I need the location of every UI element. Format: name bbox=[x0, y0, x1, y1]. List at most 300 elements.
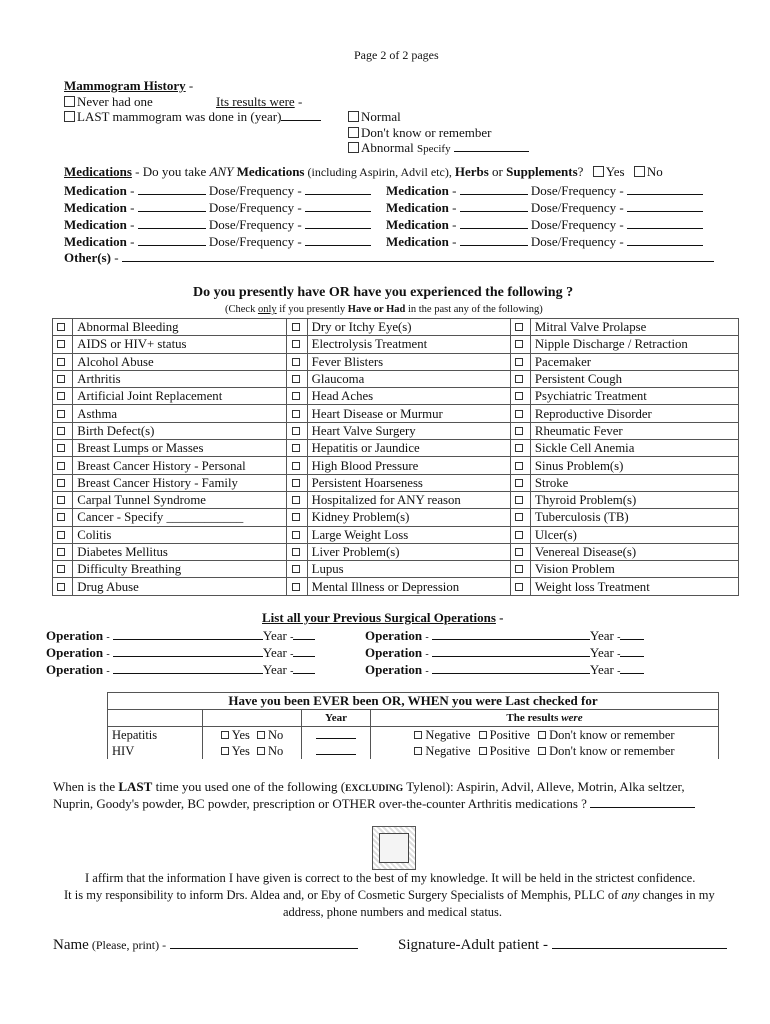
condition-checkbox-cell bbox=[287, 388, 307, 405]
year-field[interactable] bbox=[293, 628, 315, 640]
operation-label: Operation bbox=[365, 662, 423, 677]
condition-checkbox[interactable] bbox=[515, 392, 523, 400]
positive-label: Positive bbox=[489, 728, 530, 742]
medications-heading: Medications bbox=[64, 164, 132, 179]
condition-checkbox-cell bbox=[53, 474, 73, 491]
condition-checkbox[interactable] bbox=[515, 340, 523, 348]
condition-checkbox-cell bbox=[510, 353, 530, 370]
condition-checkbox[interactable] bbox=[57, 410, 65, 418]
operation-field[interactable] bbox=[113, 628, 263, 640]
medication-entry: Medication - Dose/Frequency - bbox=[64, 183, 371, 199]
condition-checkbox[interactable] bbox=[57, 496, 65, 504]
condition-checkbox[interactable] bbox=[292, 392, 300, 400]
condition-label: Pacemaker bbox=[530, 353, 738, 370]
condition-checkbox[interactable] bbox=[515, 548, 523, 556]
history-no-label: No bbox=[268, 728, 284, 742]
condition-checkbox[interactable] bbox=[292, 583, 300, 591]
name-field[interactable] bbox=[170, 937, 358, 949]
condition-checkbox[interactable] bbox=[57, 427, 65, 435]
negative-label: Negative bbox=[425, 728, 471, 742]
normal-label: Normal bbox=[361, 109, 401, 124]
never-had-checkbox[interactable] bbox=[64, 96, 75, 107]
condition-checkbox[interactable] bbox=[292, 513, 300, 521]
condition-checkbox-cell bbox=[510, 388, 530, 405]
clinic-logo-inner bbox=[379, 833, 409, 863]
last-used-line1 bbox=[53, 779, 685, 795]
condition-row bbox=[53, 543, 739, 560]
affirm-any: any bbox=[621, 888, 640, 902]
history-title: Have you been EVER been OR, WHEN you were Last checked for bbox=[108, 693, 719, 710]
history-row bbox=[108, 727, 719, 744]
medication-field[interactable] bbox=[138, 234, 206, 246]
condition-label: Large Weight Loss bbox=[307, 526, 510, 543]
positive-checkbox[interactable] bbox=[479, 731, 487, 739]
name-label: Name bbox=[53, 937, 89, 953]
medication-label: Medication bbox=[64, 217, 127, 232]
year-field[interactable] bbox=[293, 662, 315, 674]
condition-checkbox-cell bbox=[53, 543, 73, 560]
condition-label: Artificial Joint Replacement bbox=[73, 388, 287, 405]
dose-field[interactable] bbox=[305, 183, 371, 195]
condition-label: Abnormal Bleeding bbox=[73, 319, 287, 336]
condition-checkbox[interactable] bbox=[292, 444, 300, 452]
condition-checkbox[interactable] bbox=[515, 531, 523, 539]
condition-checkbox[interactable] bbox=[292, 323, 300, 331]
condition-checkbox-cell bbox=[287, 319, 307, 336]
condition-label: Reproductive Disorder bbox=[530, 405, 738, 422]
condition-label: Breast Cancer History - Personal bbox=[73, 457, 287, 474]
condition-label: Weight loss Treatment bbox=[530, 578, 738, 595]
affirm-line2 bbox=[64, 888, 715, 903]
others-field[interactable] bbox=[122, 250, 714, 262]
condition-checkbox[interactable] bbox=[292, 375, 300, 383]
operation-label: Operation bbox=[365, 645, 423, 660]
medications-no-checkbox[interactable] bbox=[634, 166, 645, 177]
history-no-checkbox[interactable] bbox=[257, 747, 265, 755]
condition-checkbox[interactable] bbox=[292, 358, 300, 366]
abnormal-specify-field[interactable] bbox=[454, 140, 529, 152]
operation-field[interactable] bbox=[432, 645, 590, 657]
condition-checkbox[interactable] bbox=[57, 531, 65, 539]
condition-checkbox-cell bbox=[287, 578, 307, 595]
condition-label: Rheumatic Fever bbox=[530, 422, 738, 439]
medications-yes-checkbox[interactable] bbox=[593, 166, 604, 177]
condition-row bbox=[53, 336, 739, 353]
operation-label: Operation bbox=[46, 645, 104, 660]
results-label: Its results were bbox=[216, 94, 295, 109]
dose-field[interactable] bbox=[627, 200, 703, 212]
condition-label: Birth Defect(s) bbox=[73, 422, 287, 439]
year-field[interactable] bbox=[620, 628, 644, 640]
operation-entry: Operation - Year - bbox=[46, 628, 315, 644]
condition-checkbox[interactable] bbox=[292, 410, 300, 418]
condition-checkbox[interactable] bbox=[292, 565, 300, 573]
conditions-have-had: Have or Had bbox=[347, 304, 406, 315]
condition-checkbox[interactable] bbox=[57, 479, 65, 487]
condition-label: Alcohol Abuse bbox=[73, 353, 287, 370]
condition-checkbox-cell bbox=[287, 370, 307, 387]
condition-label: Ulcer(s) bbox=[530, 526, 738, 543]
last-used-field[interactable] bbox=[590, 796, 695, 808]
history-no-label: No bbox=[268, 744, 284, 758]
condition-checkbox-cell bbox=[287, 474, 307, 491]
surgeries-title: List all your Previous Surgical Operations bbox=[262, 610, 496, 625]
conditions-table bbox=[52, 318, 739, 596]
condition-checkbox[interactable] bbox=[292, 479, 300, 487]
specify-label: Specify bbox=[416, 143, 451, 155]
positive-checkbox[interactable] bbox=[479, 747, 487, 755]
condition-label: Difficulty Breathing bbox=[73, 561, 287, 578]
dose-label: Dose/Frequency bbox=[530, 200, 617, 215]
condition-label: Breast Cancer History - Family bbox=[73, 474, 287, 491]
condition-checkbox-cell bbox=[287, 457, 307, 474]
last-used-p1: When is the bbox=[53, 779, 119, 794]
medication-field[interactable] bbox=[460, 234, 528, 246]
condition-checkbox-cell bbox=[510, 370, 530, 387]
clinic-logo bbox=[372, 826, 416, 870]
condition-checkbox-cell bbox=[53, 561, 73, 578]
condition-checkbox[interactable] bbox=[57, 583, 65, 591]
dose-label: Dose/Frequency bbox=[208, 200, 295, 215]
year-field[interactable] bbox=[620, 645, 644, 657]
year-label: Year bbox=[589, 662, 614, 677]
condition-checkbox[interactable] bbox=[515, 410, 523, 418]
dose-field[interactable] bbox=[627, 217, 703, 229]
medication-entry: Medication - Dose/Frequency - bbox=[64, 200, 371, 216]
condition-row bbox=[53, 440, 739, 457]
condition-label: Liver Problem(s) bbox=[307, 543, 510, 560]
condition-checkbox-cell bbox=[53, 457, 73, 474]
dose-label: Dose/Frequency bbox=[208, 234, 295, 249]
condition-label: Mental Illness or Depression bbox=[307, 578, 510, 595]
medication-label: Medication bbox=[64, 183, 127, 198]
history-blank-header bbox=[108, 710, 203, 727]
dose-label: Dose/Frequency bbox=[530, 183, 617, 198]
condition-label: Tuberculosis (TB) bbox=[530, 509, 738, 526]
condition-checkbox[interactable] bbox=[515, 583, 523, 591]
history-year-header: Year bbox=[302, 710, 371, 727]
condition-checkbox-cell bbox=[510, 509, 530, 526]
history-results-label: The results bbox=[506, 712, 562, 724]
others-label: Other(s) bbox=[64, 250, 111, 265]
condition-checkbox[interactable] bbox=[57, 565, 65, 573]
condition-label: Heart Valve Surgery bbox=[307, 422, 510, 439]
condition-label: Mitral Valve Prolapse bbox=[530, 319, 738, 336]
year-label: Year bbox=[262, 662, 287, 677]
herbs-label: Herbs bbox=[454, 164, 489, 179]
history-yesno bbox=[203, 727, 302, 744]
history-year bbox=[302, 727, 371, 744]
abnormal-row bbox=[348, 140, 529, 156]
checked-history-table bbox=[107, 692, 719, 759]
history-yesno bbox=[203, 743, 302, 759]
conditions-only: only bbox=[257, 304, 277, 315]
or-label: or bbox=[488, 164, 507, 179]
condition-checkbox[interactable] bbox=[57, 375, 65, 383]
condition-checkbox-cell bbox=[53, 422, 73, 439]
condition-checkbox-cell bbox=[287, 405, 307, 422]
abnormal-label: Abnormal bbox=[361, 140, 414, 155]
condition-label: High Blood Pressure bbox=[307, 457, 510, 474]
condition-checkbox[interactable] bbox=[515, 479, 523, 487]
condition-checkbox[interactable] bbox=[57, 444, 65, 452]
condition-label: Colitis bbox=[73, 526, 287, 543]
condition-row bbox=[53, 370, 739, 387]
condition-checkbox-cell bbox=[287, 543, 307, 560]
dont-know-row bbox=[348, 125, 492, 141]
condition-checkbox-cell bbox=[53, 526, 73, 543]
affirm-line1: I affirm that the information I have given is correct to the best of my knowledge. It will be held in the strictest confidence. bbox=[85, 871, 696, 885]
condition-checkbox[interactable] bbox=[515, 427, 523, 435]
condition-label: Sickle Cell Anemia bbox=[530, 440, 738, 457]
medication-entry: Medication - Dose/Frequency - bbox=[386, 234, 703, 250]
signature-row bbox=[398, 937, 727, 954]
condition-checkbox-cell bbox=[510, 422, 530, 439]
medication-field[interactable] bbox=[460, 183, 528, 195]
operation-field[interactable] bbox=[432, 628, 590, 640]
condition-label: Stroke bbox=[530, 474, 738, 491]
condition-checkbox-cell bbox=[53, 388, 73, 405]
condition-label: Arthritis bbox=[73, 370, 287, 387]
conditions-title: Do you presently have OR have you experienced the following ? bbox=[193, 285, 574, 300]
condition-checkbox[interactable] bbox=[57, 392, 65, 400]
condition-checkbox-cell bbox=[510, 319, 530, 336]
condition-checkbox-cell bbox=[53, 578, 73, 595]
condition-row bbox=[53, 353, 739, 370]
last-used-last: LAST bbox=[118, 779, 153, 794]
results-label-row: Its results were - bbox=[216, 94, 303, 109]
condition-label: Nipple Discharge / Retraction bbox=[530, 336, 738, 353]
year-field[interactable] bbox=[620, 662, 644, 674]
medications-question bbox=[64, 164, 663, 180]
history-results bbox=[371, 743, 719, 759]
medication-entry: Medication - Dose/Frequency - bbox=[386, 217, 703, 233]
condition-checkbox-cell bbox=[287, 491, 307, 508]
history-yes-checkbox[interactable] bbox=[221, 731, 229, 739]
condition-checkbox-cell bbox=[510, 336, 530, 353]
condition-checkbox-cell bbox=[287, 440, 307, 457]
condition-checkbox[interactable] bbox=[515, 565, 523, 573]
condition-label: Breast Lumps or Masses bbox=[73, 440, 287, 457]
condition-checkbox-cell bbox=[510, 561, 530, 578]
condition-label: Hospitalized for ANY reason bbox=[307, 491, 510, 508]
condition-checkbox-cell bbox=[53, 336, 73, 353]
positive-label: Positive bbox=[489, 744, 530, 758]
condition-checkbox-cell bbox=[53, 353, 73, 370]
condition-checkbox[interactable] bbox=[57, 462, 65, 470]
condition-checkbox-cell bbox=[287, 336, 307, 353]
condition-label: Glaucoma bbox=[307, 370, 510, 387]
condition-row bbox=[53, 422, 739, 439]
condition-label: Asthma bbox=[73, 405, 287, 422]
history-results-were: were bbox=[561, 712, 583, 724]
history-yes-label: Yes bbox=[231, 728, 250, 742]
dose-field[interactable] bbox=[305, 234, 371, 246]
abnormal-checkbox[interactable] bbox=[348, 142, 359, 153]
mammogram-dash: - bbox=[185, 78, 194, 93]
condition-checkbox[interactable] bbox=[292, 496, 300, 504]
condition-checkbox[interactable] bbox=[292, 548, 300, 556]
dose-label: Dose/Frequency bbox=[530, 217, 617, 232]
dose-label: Dose/Frequency bbox=[530, 234, 617, 249]
others-row: Other(s) - bbox=[64, 250, 714, 266]
operation-entry: Operation - Year - bbox=[365, 628, 644, 644]
negative-checkbox[interactable] bbox=[414, 731, 422, 739]
history-dont-know-label: Don't know or remember bbox=[549, 744, 675, 758]
condition-label: Thyroid Problem(s) bbox=[530, 491, 738, 508]
medication-field[interactable] bbox=[138, 200, 206, 212]
year-label: Year bbox=[262, 645, 287, 660]
affirm-line2b: changes in my bbox=[639, 888, 715, 902]
medication-label: Medication bbox=[386, 200, 449, 215]
normal-row bbox=[348, 109, 401, 125]
condition-checkbox[interactable] bbox=[292, 462, 300, 470]
history-yes-checkbox[interactable] bbox=[221, 747, 229, 755]
last-used-excluding: EXCLUDING bbox=[345, 784, 404, 794]
medication-label: Medication bbox=[386, 234, 449, 249]
conditions-subtitle bbox=[225, 304, 543, 315]
condition-checkbox-cell bbox=[287, 526, 307, 543]
history-year-field[interactable] bbox=[316, 727, 356, 739]
medications-q1: - Do you take bbox=[131, 164, 210, 179]
condition-checkbox[interactable] bbox=[515, 444, 523, 452]
condition-label: Kidney Problem(s) bbox=[307, 509, 510, 526]
operation-field[interactable] bbox=[113, 662, 263, 674]
condition-row bbox=[53, 526, 739, 543]
medication-field[interactable] bbox=[138, 183, 206, 195]
condition-checkbox[interactable] bbox=[515, 375, 523, 383]
dose-field[interactable] bbox=[305, 217, 371, 229]
condition-checkbox-cell bbox=[53, 509, 73, 526]
history-year-field[interactable] bbox=[316, 743, 356, 755]
medications-q3: (including Aspirin, Advil etc), bbox=[304, 165, 455, 179]
page-label: Page 2 of 2 pages bbox=[354, 48, 439, 62]
name-row bbox=[53, 937, 358, 954]
condition-row bbox=[53, 509, 739, 526]
condition-label: Persistent Hoarseness bbox=[307, 474, 510, 491]
history-year bbox=[302, 743, 371, 759]
condition-checkbox-cell bbox=[510, 543, 530, 560]
mammogram-heading: Mammogram History bbox=[64, 78, 186, 93]
dont-know-checkbox[interactable] bbox=[348, 127, 359, 138]
normal-checkbox[interactable] bbox=[348, 111, 359, 122]
conditions-sub2: if you presently bbox=[276, 304, 348, 315]
condition-row bbox=[53, 578, 739, 595]
condition-checkbox[interactable] bbox=[57, 340, 65, 348]
negative-checkbox[interactable] bbox=[414, 747, 422, 755]
conditions-sub1: (Check bbox=[225, 304, 258, 315]
condition-checkbox[interactable] bbox=[515, 358, 523, 366]
dose-field[interactable] bbox=[627, 183, 703, 195]
medication-field[interactable] bbox=[460, 217, 528, 229]
condition-checkbox[interactable] bbox=[515, 462, 523, 470]
medication-field[interactable] bbox=[460, 200, 528, 212]
operation-field[interactable] bbox=[432, 662, 590, 674]
condition-checkbox-cell bbox=[53, 319, 73, 336]
medications-q4: ? bbox=[577, 164, 584, 179]
condition-checkbox[interactable] bbox=[515, 496, 523, 504]
medication-field[interactable] bbox=[138, 217, 206, 229]
condition-label: Drug Abuse bbox=[73, 578, 287, 595]
year-label: Year bbox=[262, 628, 287, 643]
operation-field[interactable] bbox=[113, 645, 263, 657]
medication-label: Medication bbox=[64, 200, 127, 215]
dose-label: Dose/Frequency bbox=[208, 217, 295, 232]
history-results-header bbox=[371, 710, 719, 727]
condition-checkbox[interactable] bbox=[515, 323, 523, 331]
history-dont-know-checkbox[interactable] bbox=[538, 731, 546, 739]
last-mammogram-checkbox[interactable] bbox=[64, 111, 75, 122]
condition-checkbox[interactable] bbox=[292, 340, 300, 348]
please-print-label: (Please, print) - bbox=[88, 938, 167, 952]
dose-field[interactable] bbox=[305, 200, 371, 212]
history-dont-know-checkbox[interactable] bbox=[538, 747, 546, 755]
condition-label: Psychiatric Treatment bbox=[530, 388, 738, 405]
history-condition: Hepatitis bbox=[108, 727, 203, 744]
condition-checkbox-cell bbox=[287, 353, 307, 370]
operation-entry: Operation - Year - bbox=[46, 645, 315, 661]
history-no-checkbox[interactable] bbox=[257, 731, 265, 739]
medication-entry: Medication - Dose/Frequency - bbox=[386, 183, 703, 199]
condition-label: Persistent Cough bbox=[530, 370, 738, 387]
signature-label: Signature-Adult patient - bbox=[398, 937, 548, 953]
signature-field[interactable] bbox=[552, 937, 727, 949]
condition-label: Venereal Disease(s) bbox=[530, 543, 738, 560]
last-mammogram-row bbox=[64, 109, 321, 125]
mammogram-year-field[interactable] bbox=[281, 109, 321, 121]
last-used-line2 bbox=[53, 796, 695, 812]
operation-entry: Operation - Year - bbox=[365, 645, 644, 661]
condition-checkbox[interactable] bbox=[57, 323, 65, 331]
condition-checkbox[interactable] bbox=[292, 531, 300, 539]
medication-label: Medication bbox=[64, 234, 127, 249]
condition-checkbox-cell bbox=[287, 422, 307, 439]
condition-row bbox=[53, 388, 739, 405]
condition-label: Heart Disease or Murmur bbox=[307, 405, 510, 422]
condition-checkbox-cell bbox=[53, 440, 73, 457]
condition-label: Cancer - Specify ____________ bbox=[73, 509, 287, 526]
operation-entry: Operation - Year - bbox=[46, 662, 315, 678]
history-yes-label: Yes bbox=[231, 744, 250, 758]
condition-label: Vision Problem bbox=[530, 561, 738, 578]
condition-row bbox=[53, 561, 739, 578]
condition-row bbox=[53, 474, 739, 491]
condition-label: Sinus Problem(s) bbox=[530, 457, 738, 474]
condition-checkbox-cell bbox=[53, 370, 73, 387]
condition-label: Fever Blisters bbox=[307, 353, 510, 370]
year-field[interactable] bbox=[293, 645, 315, 657]
condition-checkbox-cell bbox=[510, 405, 530, 422]
condition-checkbox[interactable] bbox=[57, 548, 65, 556]
medication-entry: Medication - Dose/Frequency - bbox=[64, 217, 371, 233]
condition-label: Hepatitis or Jaundice bbox=[307, 440, 510, 457]
medications-no-label: No bbox=[646, 164, 663, 179]
medication-entry: Medication - Dose/Frequency - bbox=[386, 200, 703, 216]
condition-label: Carpal Tunnel Syndrome bbox=[73, 491, 287, 508]
condition-checkbox-cell bbox=[510, 457, 530, 474]
condition-checkbox[interactable] bbox=[57, 513, 65, 521]
history-dont-know-label: Don't know or remember bbox=[549, 728, 675, 742]
operation-entry: Operation - Year - bbox=[365, 662, 644, 678]
condition-checkbox[interactable] bbox=[292, 427, 300, 435]
dose-field[interactable] bbox=[627, 234, 703, 246]
operation-label: Operation bbox=[365, 628, 423, 643]
dose-label: Dose/Frequency bbox=[208, 183, 295, 198]
condition-checkbox-cell bbox=[510, 578, 530, 595]
surgeries-title-row: List all your Previous Surgical Operations - bbox=[262, 610, 504, 625]
condition-checkbox[interactable] bbox=[515, 513, 523, 521]
condition-checkbox[interactable] bbox=[57, 358, 65, 366]
